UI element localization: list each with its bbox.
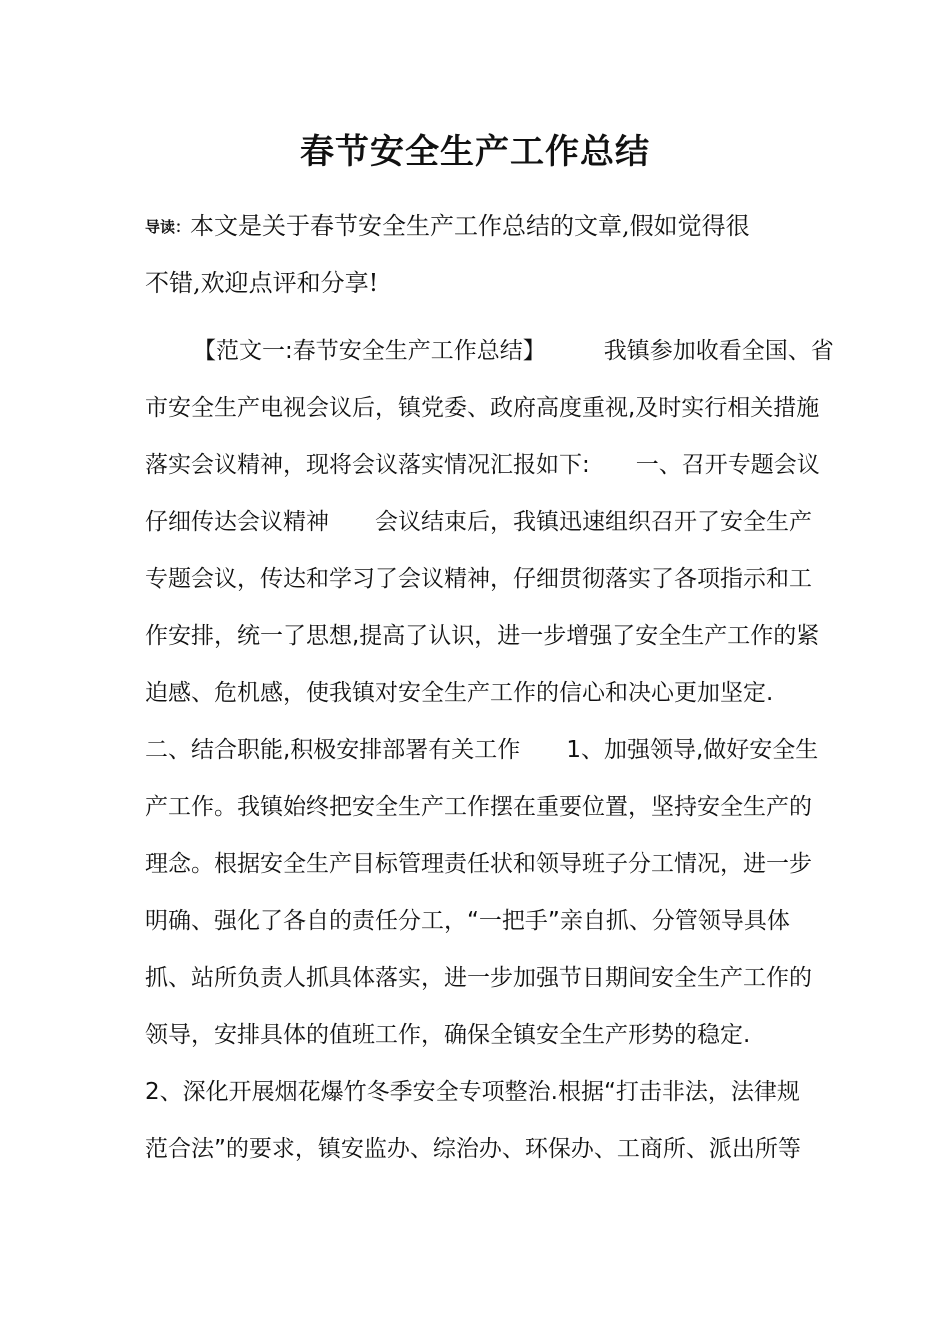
- text-line: 2、深化开展烟花爆竹冬季安全专项整治.根据“打击非法，法律规: [145, 1079, 800, 1105]
- document-title: 春节安全生产工作总结: [300, 132, 650, 172]
- text-line: 作安排，统一了思想,提高了认识，进一步增强了安全生产工作的紧: [145, 623, 820, 649]
- text-line: 产工作。我镇始终把安全生产工作摆在重要位置，坚持安全生产的: [145, 794, 812, 820]
- intro-text-line-1: 本文是关于春节安全生产工作总结的文章,假如觉得很: [190, 212, 750, 240]
- text-segment: 仔细传达会议精神: [145, 509, 329, 535]
- text-line: 市安全生产电视会议后，镇党委、政府高度重视,及时实行相关措施: [145, 395, 820, 421]
- text-segment: 我镇参加收看全国、省: [603, 338, 834, 364]
- body-text: [145, 323, 834, 1178]
- text-line: 抓、站所负责人抓具体落实，进一步加强节日期间安全生产工作的: [145, 965, 812, 991]
- text-line: 领导，安排具体的值班工作，确保全镇安全生产形势的稳定.: [145, 1022, 751, 1048]
- text-segment: 【范文一:春节安全生产工作总结】: [193, 338, 546, 364]
- text-line: [145, 494, 810, 551]
- text-line: [145, 323, 834, 380]
- text-line: [145, 722, 819, 779]
- text-line: [145, 437, 820, 494]
- text-line: 理念。根据安全生产目标管理责任状和领导班子分工情况，进一步: [145, 851, 812, 877]
- intro-label: 导读：: [145, 218, 191, 236]
- text-segment: 一、召开专题会议: [635, 452, 820, 478]
- text-line: 范合法”的要求，镇安监办、综治办、环保办、工商所、派出所等: [145, 1136, 801, 1162]
- text-segment: 1、加强领导,做好安全生: [566, 737, 819, 763]
- text-line: 迫感、危机感，使我镇对安全生产工作的信心和决心更加坚定.: [145, 680, 774, 706]
- text-line: 专题会议，传达和学习了会议精神，仔细贯彻落实了各项指示和工: [145, 566, 812, 592]
- text-segment: 落实会议精神，现将会议落实情况汇报如下:: [145, 452, 590, 478]
- text-segment: 会议结束后，我镇迅速组织召开了安全生产: [375, 509, 812, 535]
- text-line: 明确、强化了各自的责任分工，“一把手”亲自抓、分管领导具体: [145, 908, 790, 934]
- intro-text-line-2: 不错,欢迎点评和分享!: [145, 269, 379, 297]
- intro-paragraph: [145, 198, 810, 311]
- text-segment: 二、结合职能,积极安排部署有关工作: [145, 737, 521, 763]
